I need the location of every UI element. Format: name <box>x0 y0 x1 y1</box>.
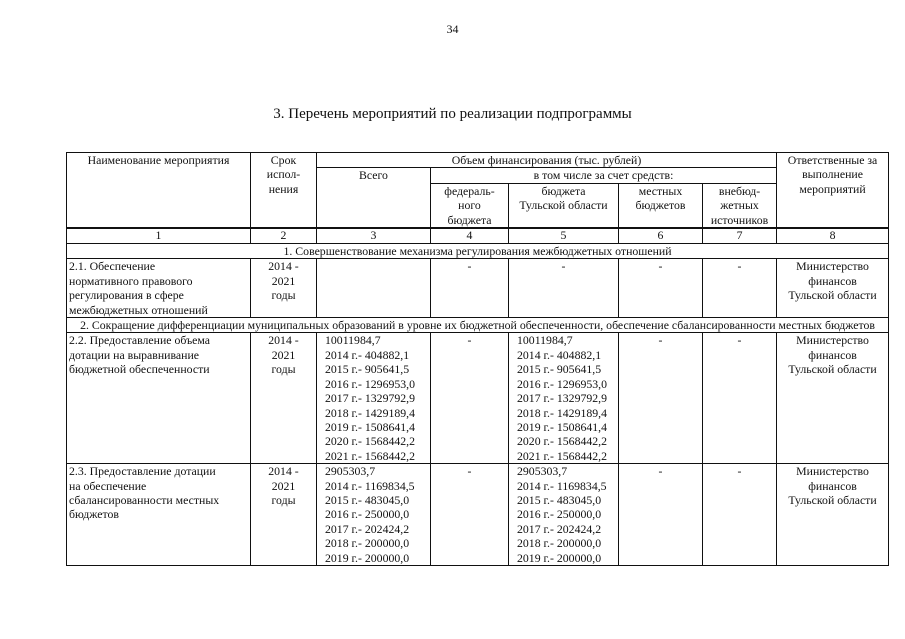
header-total: Всего <box>317 168 431 228</box>
activity-total-line: 10011984,7 <box>325 333 381 348</box>
activity-responsible-line: Тульской области <box>788 492 877 507</box>
activity-total-line: 2020 г.- 1568442,2 <box>325 434 416 449</box>
activity-extrabudget: - <box>703 464 777 566</box>
activity-responsible-line: Министерство <box>796 333 869 348</box>
activity-regional <box>509 259 619 318</box>
activity-regional-line: 2019 г.- 1508641,4 <box>517 419 608 434</box>
activity-responsible-line: финансов <box>808 273 857 288</box>
activity-responsible-line: Министерство <box>796 259 869 274</box>
activity-regional-line: 10011984,7 <box>517 333 573 348</box>
activity-name-line: бюджетов <box>69 507 119 522</box>
activity-regional-line: 2014 г.- 1169834,5 <box>517 478 607 493</box>
activity-regional-line: 2016 г.- 250000,0 <box>517 507 602 522</box>
activity-extrabudget: - <box>703 259 777 318</box>
activity-regional <box>509 333 619 464</box>
activity-local: - <box>619 464 703 566</box>
header-row-1 <box>67 153 889 168</box>
activity-term-line: 2014 - <box>268 259 299 274</box>
activity-name-line: нормативного правового <box>69 273 193 288</box>
activity-term-line: годы <box>271 492 296 507</box>
activity-extrabudget: - <box>703 333 777 464</box>
header-local: местных бюджетов <box>619 183 703 228</box>
activity-total-line: 2018 г.- 200000,0 <box>325 536 410 551</box>
page-number: 34 <box>446 22 459 36</box>
activity-responsible-line: Министерство <box>796 464 869 479</box>
activity-responsible-line: финансов <box>808 478 857 493</box>
header-name: Наименование мероприятия <box>67 153 251 229</box>
header-responsible: Ответственные за выполнение мероприятий <box>777 153 889 229</box>
activity-total-line: 2019 г.- 1508641,4 <box>325 419 416 434</box>
activity-responsible <box>777 259 889 318</box>
column-number: 2 <box>251 228 317 244</box>
activity-name-line: 2.1. Обеспечение <box>69 259 156 274</box>
activity-regional-line: 2017 г.- 202424,2 <box>517 521 602 536</box>
table-row <box>67 333 889 464</box>
column-number: 1 <box>67 228 251 244</box>
activity-term-line: годы <box>271 288 296 303</box>
activity-local: - <box>619 259 703 318</box>
section-row <box>67 318 889 333</box>
header-regional: бюджета Тульской области <box>509 183 619 228</box>
activity-term <box>251 464 317 566</box>
header-including: в том числе за счет средств: <box>431 168 777 183</box>
header-funding: Объем финансирования (тыс. рублей) <box>317 153 777 168</box>
activity-name-line: 2.3. Предоставление дотации <box>69 464 216 479</box>
activity-regional-line: 2020 г.- 1568442,2 <box>517 434 608 449</box>
column-number: 7 <box>703 228 777 244</box>
activity-local: - <box>619 333 703 464</box>
column-number: 6 <box>619 228 703 244</box>
activity-responsible-line: Тульской области <box>788 288 877 303</box>
activity-regional-line: 2021 г.- 1568442,2 <box>517 448 608 463</box>
activity-regional-line: 2015 г.- 905641,5 <box>517 362 602 377</box>
activity-term-line: 2021 <box>271 273 296 288</box>
activity-total-line: 2017 г.- 1329792,9 <box>325 391 416 406</box>
activity-term-line: годы <box>271 362 296 377</box>
activity-total-line: 2016 г.- 1296953,0 <box>325 376 416 391</box>
activity-name-line: сбалансированности местных <box>69 492 220 507</box>
column-number: 5 <box>509 228 619 244</box>
column-number: 8 <box>777 228 889 244</box>
activity-responsible <box>777 464 889 566</box>
activity-total <box>317 259 431 318</box>
activity-total-line: 2015 г.- 483045,0 <box>325 492 410 507</box>
activity-total-line: 2014 г.- 404882,1 <box>325 347 410 362</box>
activity-total-line: 2019 г.- 200000,0 <box>325 550 410 565</box>
section-row <box>67 244 889 259</box>
activity-term <box>251 333 317 464</box>
header-extrabudget: внебюд- жетных источников <box>703 183 777 228</box>
activity-total-line: 2016 г.- 250000,0 <box>325 507 410 522</box>
activity-regional-line: 2015 г.- 483045,0 <box>517 492 602 507</box>
activity-name-line: бюджетной обеспеченности <box>69 362 210 377</box>
column-number: 4 <box>431 228 509 244</box>
activity-responsible <box>777 333 889 464</box>
document-title: 3. Перечень мероприятий по реализации подпрограммы <box>273 106 632 122</box>
activities-table <box>66 152 889 566</box>
activity-regional-line: 2018 г.- 200000,0 <box>517 536 602 551</box>
activity-total-line: 2905303,7 <box>325 464 376 479</box>
activity-responsible-line: Тульской области <box>788 362 877 377</box>
activity-total-line: 2018 г.- 1429189,4 <box>325 405 416 420</box>
activity-term-line: 2021 <box>271 347 296 362</box>
activity-federal: - <box>431 464 509 566</box>
header-federal: федераль- ного бюджета <box>431 183 509 228</box>
table-row <box>67 259 889 318</box>
activity-regional-line: 2905303,7 <box>517 464 568 479</box>
section-title: 2. Сокращение дифференциации муниципальных образований в уровне их бюджетной обеспеченности, обеспечение сбалансированности местных бюджетов <box>67 318 889 333</box>
activity-total-line: 2021 г.- 1568442,2 <box>325 448 416 463</box>
activity-total <box>317 333 431 464</box>
column-number: 3 <box>317 228 431 244</box>
activity-regional-line: 2016 г.- 1296953,0 <box>517 376 608 391</box>
activity-name <box>67 259 251 318</box>
section-title: 1. Совершенствование механизма регулирования межбюджетных отношений <box>67 244 889 259</box>
activity-term <box>251 259 317 318</box>
activity-total-line: 2017 г.- 202424,2 <box>325 521 410 536</box>
activity-name-line: регулирования в сфере <box>69 288 184 303</box>
activity-name-line: 2.2. Предоставление объема <box>69 333 211 348</box>
activity-federal: - <box>431 333 509 464</box>
activity-name <box>67 464 251 566</box>
activity-name-line: дотации на выравнивание <box>69 347 200 362</box>
activity-total-line: 2014 г.- 1169834,5 <box>325 478 415 493</box>
activity-regional-line: 2017 г.- 1329792,9 <box>517 391 608 406</box>
activity-total <box>317 464 431 566</box>
activity-name <box>67 333 251 464</box>
column-numbers-row <box>67 228 889 244</box>
activity-regional-line: 2018 г.- 1429189,4 <box>517 405 608 420</box>
activity-total-line: 2015 г.- 905641,5 <box>325 362 410 377</box>
activity-regional <box>509 464 619 566</box>
activity-name-line: на обеспечение <box>69 478 147 493</box>
activity-federal: - <box>431 259 509 318</box>
activity-regional-line: 2014 г.- 404882,1 <box>517 347 602 362</box>
activity-responsible-line: финансов <box>808 347 857 362</box>
activity-term-line: 2014 - <box>268 333 299 348</box>
activity-term-line: 2014 - <box>268 464 299 479</box>
activity-regional-line: 2019 г.- 200000,0 <box>517 550 602 565</box>
activity-regional-line: - <box>561 259 566 274</box>
activity-term-line: 2021 <box>271 478 296 493</box>
table-row <box>67 464 889 566</box>
activity-name-line: межбюджетных отношений <box>69 302 208 317</box>
header-term: Срок испол- нения <box>251 153 317 229</box>
